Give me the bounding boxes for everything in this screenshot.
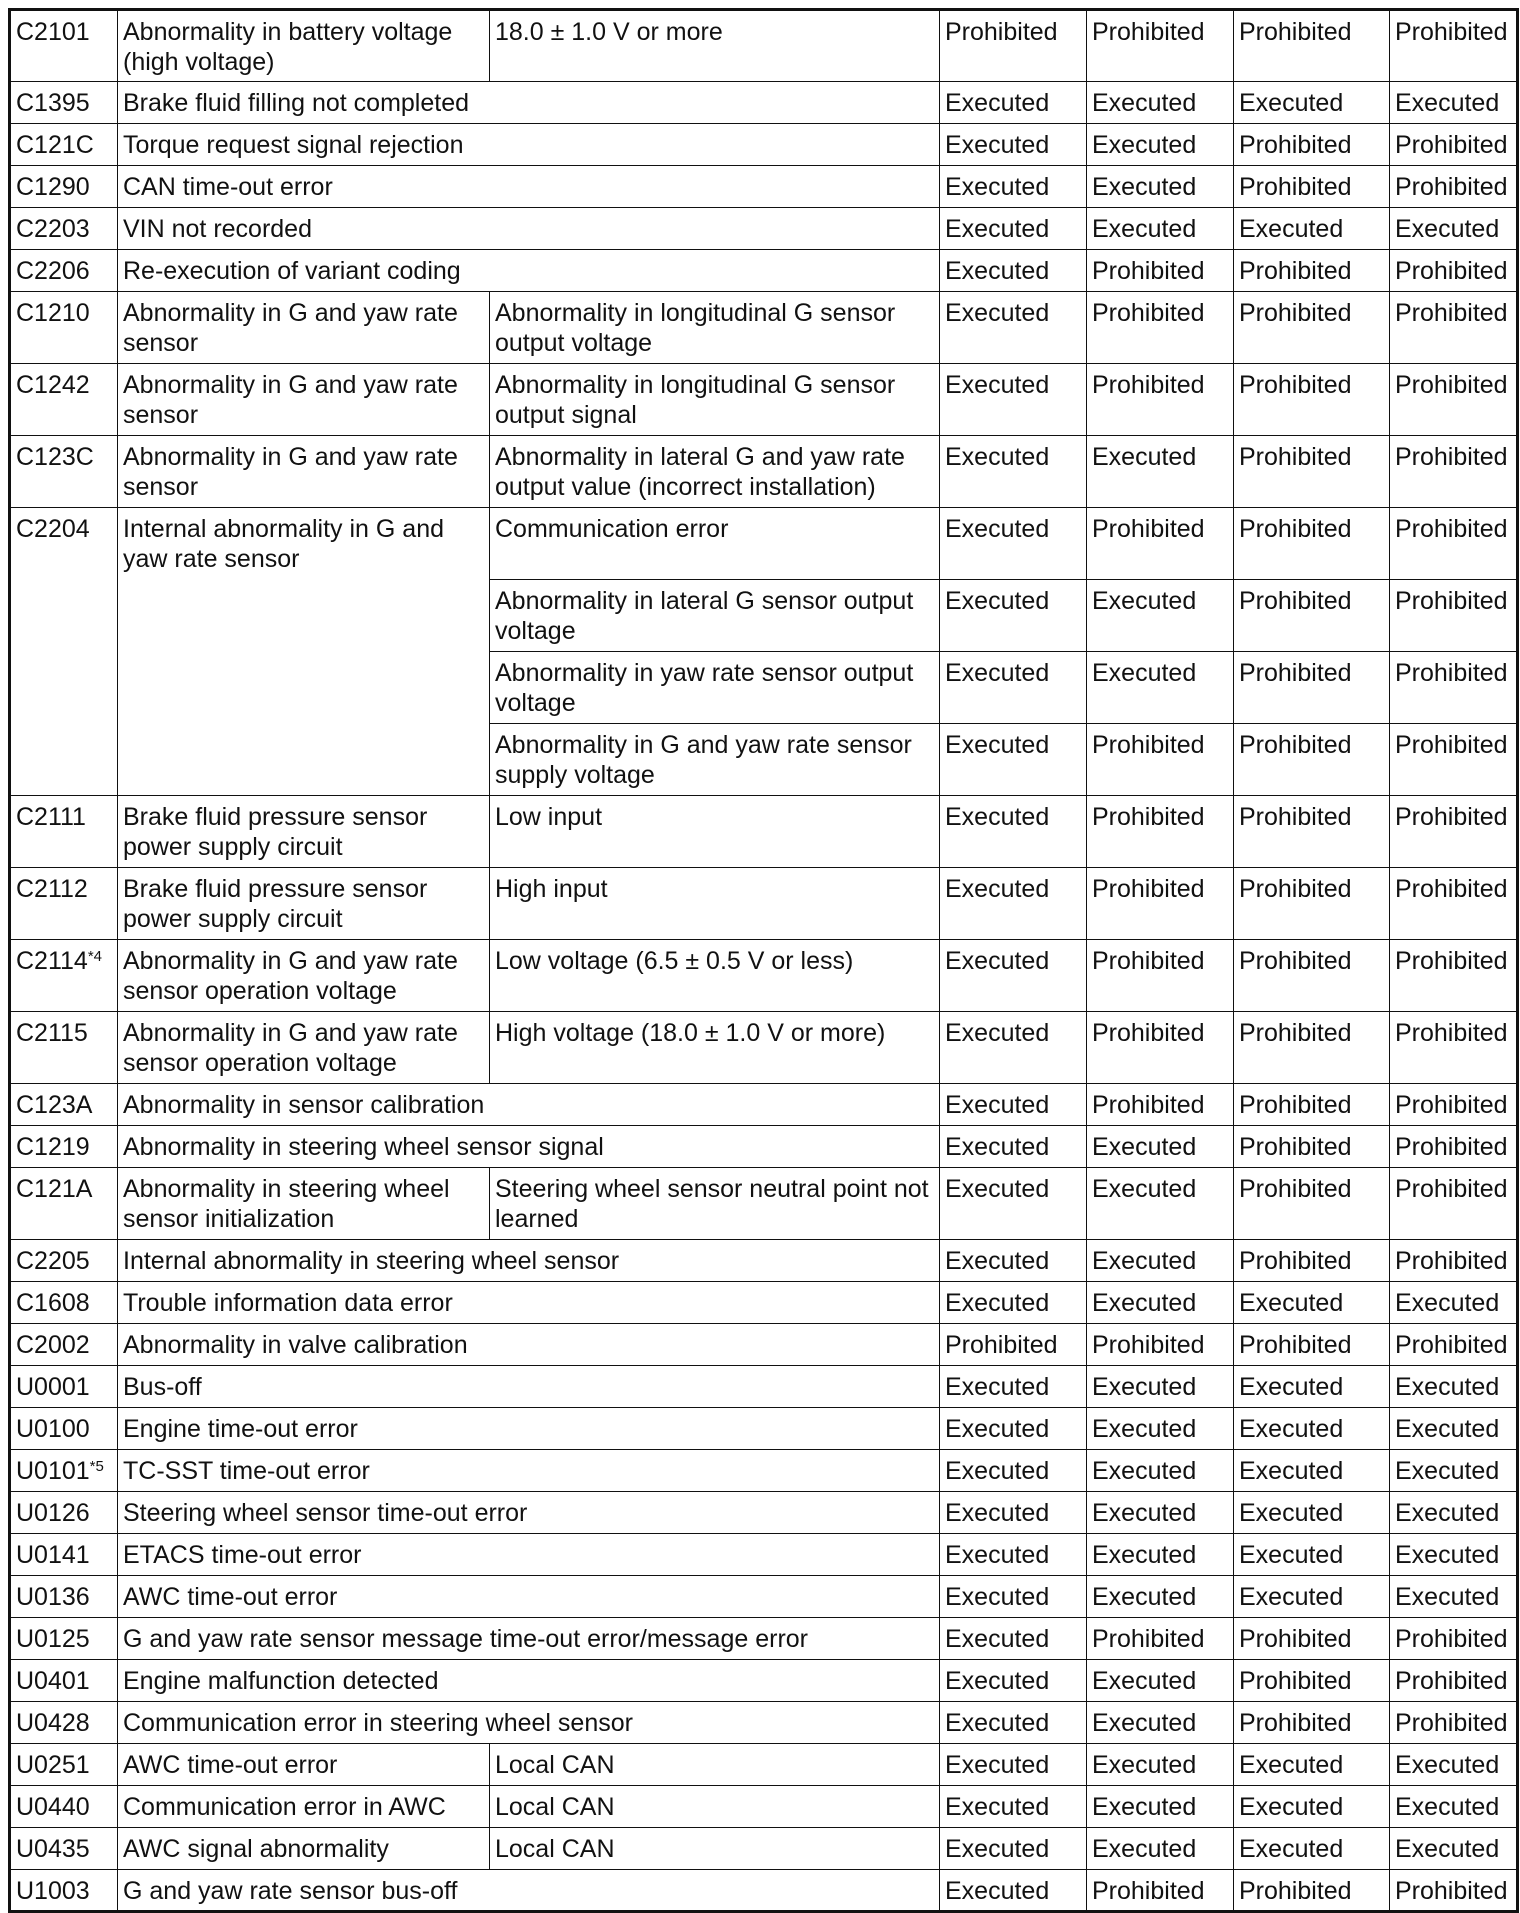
status-cell: Prohibited [1390,364,1518,436]
dtc-code [10,1618,118,1660]
table-row [10,1744,1518,1786]
status-cell: Prohibited [1087,508,1234,580]
status-cell: Executed [940,1870,1087,1912]
table-row [10,1012,1518,1084]
diagnosis-detail: Abnormality in longitudinal G sensor output signal [490,364,940,436]
status-cell: Prohibited [1234,436,1390,508]
status-cell: Prohibited [1390,508,1518,580]
diagnosis-item: Re-execution of variant coding [118,250,940,292]
diagnosis-item: VIN not recorded [118,208,940,250]
status-cell: Prohibited [1390,1618,1518,1660]
table-row [10,1576,1518,1618]
status-cell: Prohibited [1234,940,1390,1012]
dtc-code-text: C1395 [16,89,90,117]
diagnosis-item: Abnormality in G and yaw rate sensor [118,436,490,508]
table-row [10,508,1518,580]
status-cell: Executed [940,292,1087,364]
status-cell: Executed [940,1534,1087,1576]
status-cell: Prohibited [1234,250,1390,292]
status-cell: Prohibited [1390,724,1518,796]
table-row [10,1618,1518,1660]
status-cell: Executed [940,580,1087,652]
status-cell: Executed [1234,1492,1390,1534]
status-cell: Prohibited [1390,292,1518,364]
dtc-code-text: C1608 [16,1289,90,1317]
status-cell: Executed [1087,1744,1234,1786]
diagnosis-item: Abnormality in G and yaw rate sensor [118,292,490,364]
diagnosis-item: Abnormality in steering wheel sensor initialization [118,1168,490,1240]
diagnosis-detail: Abnormality in lateral G and yaw rate output value (incorrect installation) [490,436,940,508]
diagnosis-item: G and yaw rate sensor bus-off [118,1870,940,1912]
dtc-code-text: C2203 [16,215,90,243]
status-cell: Executed [1234,1282,1390,1324]
diagnosis-item: TC-SST time-out error [118,1450,940,1492]
dtc-code-text: U0428 [16,1709,90,1737]
diagnosis-item: Internal abnormality in G and yaw rate sensor [118,508,490,796]
diagnosis-item: Torque request signal rejection [118,124,940,166]
status-cell: Prohibited [1234,124,1390,166]
status-cell: Prohibited [1390,1012,1518,1084]
status-cell: Executed [940,1786,1087,1828]
dtc-code-text: C121C [16,131,94,159]
status-cell: Executed [940,1576,1087,1618]
status-cell: Executed [1087,208,1234,250]
dtc-code [10,1282,118,1324]
status-cell: Executed [1234,1534,1390,1576]
status-cell: Prohibited [1390,10,1518,82]
status-cell: Executed [940,1744,1087,1786]
status-cell: Executed [940,82,1087,124]
table-row [10,1366,1518,1408]
status-cell: Prohibited [1087,250,1234,292]
diagnosis-item: Abnormality in G and yaw rate sensor operation voltage [118,1012,490,1084]
diagnosis-item: Abnormality in valve calibration [118,1324,940,1366]
status-cell: Prohibited [1087,868,1234,940]
dtc-code [10,1126,118,1168]
status-cell: Prohibited [1390,1168,1518,1240]
table-row [10,436,1518,508]
status-cell: Executed [1087,1240,1234,1282]
status-cell: Prohibited [1390,796,1518,868]
status-cell: Prohibited [1390,1702,1518,1744]
diagnosis-item: Steering wheel sensor time-out error [118,1492,940,1534]
dtc-code-text: U0125 [16,1625,90,1653]
dtc-code [10,124,118,166]
status-cell: Executed [1087,1408,1234,1450]
diagnosis-detail: Abnormality in longitudinal G sensor output voltage [490,292,940,364]
dtc-code-text: C1210 [16,299,90,327]
diagnosis-detail: Steering wheel sensor neutral point not learned [490,1168,940,1240]
status-cell: Prohibited [1390,580,1518,652]
dtc-code [10,1870,118,1912]
dtc-code [10,1492,118,1534]
table-row [10,1828,1518,1870]
table-row [10,166,1518,208]
status-cell: Executed [1234,1450,1390,1492]
status-cell: Executed [1390,1282,1518,1324]
dtc-code-text: U0435 [16,1835,90,1863]
table-row [10,1084,1518,1126]
status-cell: Executed [940,1168,1087,1240]
status-cell: Executed [1087,1126,1234,1168]
dtc-code [10,1702,118,1744]
status-cell: Prohibited [1234,508,1390,580]
status-cell: Prohibited [1234,10,1390,82]
dtc-code [10,1450,118,1492]
diagnosis-detail: Abnormality in yaw rate sensor output voltage [490,652,940,724]
status-cell: Executed [940,1660,1087,1702]
dtc-code [10,796,118,868]
dtc-code [10,1534,118,1576]
status-cell: Executed [940,868,1087,940]
dtc-code-text: U0136 [16,1583,90,1611]
dtc-code-text: C2101 [16,18,90,46]
status-cell: Prohibited [1234,1084,1390,1126]
diagnosis-detail: Local CAN [490,1744,940,1786]
status-cell: Executed [1087,580,1234,652]
status-cell: Prohibited [1234,1324,1390,1366]
dtc-code [10,436,118,508]
status-cell: Prohibited [1390,868,1518,940]
status-cell: Executed [1234,1786,1390,1828]
status-cell: Executed [1390,1576,1518,1618]
status-cell: Executed [1087,436,1234,508]
status-cell: Executed [1234,1366,1390,1408]
dtc-code-text: C123C [16,443,94,471]
status-cell: Prohibited [1087,1084,1234,1126]
status-cell: Executed [1390,1450,1518,1492]
diagnosis-detail: Local CAN [490,1828,940,1870]
status-cell: Prohibited [1087,1324,1234,1366]
diagnosis-detail: Low input [490,796,940,868]
diagnosis-item: Communication error in AWC [118,1786,490,1828]
table-row [10,124,1518,166]
diagnosis-item: AWC time-out error [118,1744,490,1786]
status-cell: Executed [1390,1744,1518,1786]
status-cell: Executed [1087,1282,1234,1324]
status-cell: Executed [1087,1576,1234,1618]
status-cell: Prohibited [1234,724,1390,796]
status-cell: Executed [1087,82,1234,124]
status-cell: Prohibited [1234,1240,1390,1282]
dtc-code-text: U0101 [16,1457,90,1485]
status-cell: Prohibited [1390,1126,1518,1168]
status-cell: Prohibited [1087,1870,1234,1912]
dtc-code-text: C2112 [16,875,88,903]
dtc-code-text: C2114 [16,947,88,975]
status-cell: Prohibited [1087,940,1234,1012]
diagnosis-item: Abnormality in steering wheel sensor signal [118,1126,940,1168]
dtc-code [10,1240,118,1282]
status-cell: Executed [940,652,1087,724]
status-cell: Executed [1390,1786,1518,1828]
status-cell: Executed [1087,1828,1234,1870]
status-cell: Prohibited [1234,1660,1390,1702]
dtc-code-text: C2205 [16,1247,90,1275]
status-cell: Executed [1087,1702,1234,1744]
status-cell: Executed [1234,1408,1390,1450]
status-cell: Executed [1390,1534,1518,1576]
dtc-code [10,364,118,436]
diagnosis-detail: 18.0 ± 1.0 V or more [490,10,940,82]
dtc-code-text: C1290 [16,173,90,201]
diagnosis-detail: Local CAN [490,1786,940,1828]
status-cell: Prohibited [1234,1012,1390,1084]
status-cell: Prohibited [1234,652,1390,724]
dtc-code [10,166,118,208]
status-cell: Executed [940,1450,1087,1492]
dtc-code [10,508,118,796]
dtc-code-text: C123A [16,1091,93,1119]
status-cell: Executed [1087,166,1234,208]
dtc-code [10,250,118,292]
dtc-code [10,1576,118,1618]
diagnosis-item: Abnormality in battery voltage (high voltage) [118,10,490,82]
status-cell: Executed [1390,82,1518,124]
status-cell: Executed [1390,208,1518,250]
table-row [10,1408,1518,1450]
status-cell: Prohibited [1390,1240,1518,1282]
diagnosis-item: Brake fluid pressure sensor power supply circuit [118,796,490,868]
status-cell: Executed [940,1282,1087,1324]
status-cell: Prohibited [1390,166,1518,208]
table-row [10,1126,1518,1168]
dtc-code [10,1366,118,1408]
status-cell: Prohibited [1087,292,1234,364]
dtc-code [10,1012,118,1084]
status-cell: Executed [940,1702,1087,1744]
table-row [10,292,1518,364]
dtc-table-body [10,10,1518,1912]
footnote-marker: *4 [87,948,103,965]
status-cell: Prohibited [1390,1324,1518,1366]
status-cell: Executed [1234,1828,1390,1870]
diagnosis-detail: Abnormality in G and yaw rate sensor supply voltage [490,724,940,796]
status-cell: Executed [940,166,1087,208]
diagnosis-item: AWC time-out error [118,1576,940,1618]
status-cell: Executed [1087,1786,1234,1828]
table-row [10,1786,1518,1828]
diagnosis-detail: Communication error [490,508,940,580]
diagnosis-item: Trouble information data error [118,1282,940,1324]
diagnosis-item: AWC signal abnormality [118,1828,490,1870]
status-cell: Executed [1234,82,1390,124]
diagnosis-detail: Low voltage (6.5 ± 0.5 V or less) [490,940,940,1012]
table-row [10,82,1518,124]
status-cell: Prohibited [1234,1168,1390,1240]
status-cell: Executed [940,508,1087,580]
status-cell: Prohibited [1390,940,1518,1012]
status-cell: Executed [940,1618,1087,1660]
diagnosis-item: Engine time-out error [118,1408,940,1450]
status-cell: Executed [1234,208,1390,250]
table-row [10,1660,1518,1702]
status-cell: Prohibited [1087,796,1234,868]
dtc-code [10,1084,118,1126]
dtc-table [8,8,1519,1913]
table-row [10,1534,1518,1576]
status-cell: Executed [940,796,1087,868]
table-row [10,1282,1518,1324]
status-cell: Executed [940,1012,1087,1084]
status-cell: Prohibited [1390,250,1518,292]
table-row [10,10,1518,82]
diagnosis-detail: High voltage (18.0 ± 1.0 V or more) [490,1012,940,1084]
status-cell: Executed [1087,1366,1234,1408]
status-cell: Prohibited [1087,10,1234,82]
dtc-code [10,1408,118,1450]
dtc-code-text: U0141 [16,1541,90,1569]
status-cell: Prohibited [1087,1618,1234,1660]
status-cell: Executed [940,250,1087,292]
diagnosis-item: ETACS time-out error [118,1534,940,1576]
status-cell: Prohibited [1234,1618,1390,1660]
status-cell: Executed [1390,1828,1518,1870]
dtc-code [10,1828,118,1870]
status-cell: Prohibited [1234,1870,1390,1912]
table-row [10,1702,1518,1744]
dtc-code [10,940,118,1012]
status-cell: Executed [940,1084,1087,1126]
table-row [10,1450,1518,1492]
diagnosis-item: Abnormality in G and yaw rate sensor operation voltage [118,940,490,1012]
status-cell: Executed [1234,1744,1390,1786]
status-cell: Prohibited [1390,1084,1518,1126]
dtc-code [10,1660,118,1702]
status-cell: Executed [1087,1492,1234,1534]
table-row [10,1492,1518,1534]
diagnosis-item: Communication error in steering wheel sensor [118,1702,940,1744]
status-cell: Prohibited [1390,124,1518,166]
status-cell: Executed [1390,1366,1518,1408]
table-row [10,1168,1518,1240]
status-cell: Prohibited [1234,292,1390,364]
diagnosis-item: Internal abnormality in steering wheel sensor [118,1240,940,1282]
status-cell: Executed [940,208,1087,250]
dtc-code [10,10,118,82]
dtc-code [10,1324,118,1366]
status-cell: Prohibited [1234,796,1390,868]
dtc-code-text: C2111 [16,803,86,831]
table-row [10,796,1518,868]
dtc-code [10,1744,118,1786]
table-row [10,1324,1518,1366]
status-cell: Prohibited [1087,724,1234,796]
status-cell: Executed [940,724,1087,796]
table-row [10,1240,1518,1282]
table-row [10,1870,1518,1912]
dtc-code-text: U1003 [16,1877,90,1905]
status-cell: Executed [940,124,1087,166]
status-cell: Prohibited [1234,580,1390,652]
dtc-code-text: U0251 [16,1751,90,1779]
dtc-code-text: U0401 [16,1667,90,1695]
status-cell: Executed [940,1828,1087,1870]
status-cell: Prohibited [940,10,1087,82]
table-row [10,940,1518,1012]
status-cell: Executed [940,1366,1087,1408]
dtc-code [10,868,118,940]
dtc-code-text: C121A [16,1175,93,1203]
table-row [10,250,1518,292]
status-cell: Prohibited [1390,1660,1518,1702]
status-cell: Prohibited [1234,1126,1390,1168]
diagnosis-detail: High input [490,868,940,940]
dtc-code-text: C2206 [16,257,90,285]
dtc-code-text: U0001 [16,1373,90,1401]
status-cell: Executed [1087,1534,1234,1576]
status-cell: Executed [940,940,1087,1012]
table-row [10,868,1518,940]
dtc-code-text: U0100 [16,1415,90,1443]
dtc-code [10,82,118,124]
dtc-code-text: U0440 [16,1793,90,1821]
dtc-code [10,1786,118,1828]
status-cell: Executed [940,1240,1087,1282]
status-cell: Executed [940,1492,1087,1534]
dtc-code-text: C2115 [16,1019,88,1047]
status-cell: Prohibited [1234,364,1390,436]
diagnosis-detail: Abnormality in lateral G sensor output voltage [490,580,940,652]
status-cell: Executed [940,436,1087,508]
status-cell: Prohibited [1234,166,1390,208]
status-cell: Prohibited [940,1324,1087,1366]
diagnosis-item: Engine malfunction detected [118,1660,940,1702]
status-cell: Executed [1087,1168,1234,1240]
dtc-code-text: U0126 [16,1499,90,1527]
dtc-code-text: C1219 [16,1133,90,1161]
status-cell: Prohibited [1234,868,1390,940]
status-cell: Executed [1087,1450,1234,1492]
table-row [10,208,1518,250]
diagnosis-item: CAN time-out error [118,166,940,208]
diagnosis-item: Bus-off [118,1366,940,1408]
status-cell: Prohibited [1390,652,1518,724]
status-cell: Prohibited [1390,1870,1518,1912]
status-cell: Prohibited [1390,436,1518,508]
status-cell: Executed [1087,1660,1234,1702]
dtc-code [10,208,118,250]
status-cell: Prohibited [1234,1702,1390,1744]
status-cell: Executed [1390,1492,1518,1534]
status-cell: Executed [940,1408,1087,1450]
status-cell: Executed [1234,1576,1390,1618]
dtc-code [10,292,118,364]
status-cell: Prohibited [1087,1012,1234,1084]
diagnosis-item: G and yaw rate sensor message time-out error/message error [118,1618,940,1660]
dtc-code [10,1168,118,1240]
table-row [10,364,1518,436]
diagnosis-item: Brake fluid filling not completed [118,82,940,124]
diagnosis-item: Abnormality in sensor calibration [118,1084,940,1126]
status-cell: Executed [1087,124,1234,166]
dtc-code-text: C1242 [16,371,90,399]
dtc-code-text: C2002 [16,1331,90,1359]
status-cell: Executed [1087,652,1234,724]
status-cell: Prohibited [1087,364,1234,436]
footnote-marker: *5 [89,1458,104,1475]
status-cell: Executed [1390,1408,1518,1450]
dtc-code-text: C2204 [16,515,90,543]
status-cell: Executed [940,1126,1087,1168]
diagnosis-item: Abnormality in G and yaw rate sensor [118,364,490,436]
diagnosis-item: Brake fluid pressure sensor power supply circuit [118,868,490,940]
status-cell: Executed [940,364,1087,436]
